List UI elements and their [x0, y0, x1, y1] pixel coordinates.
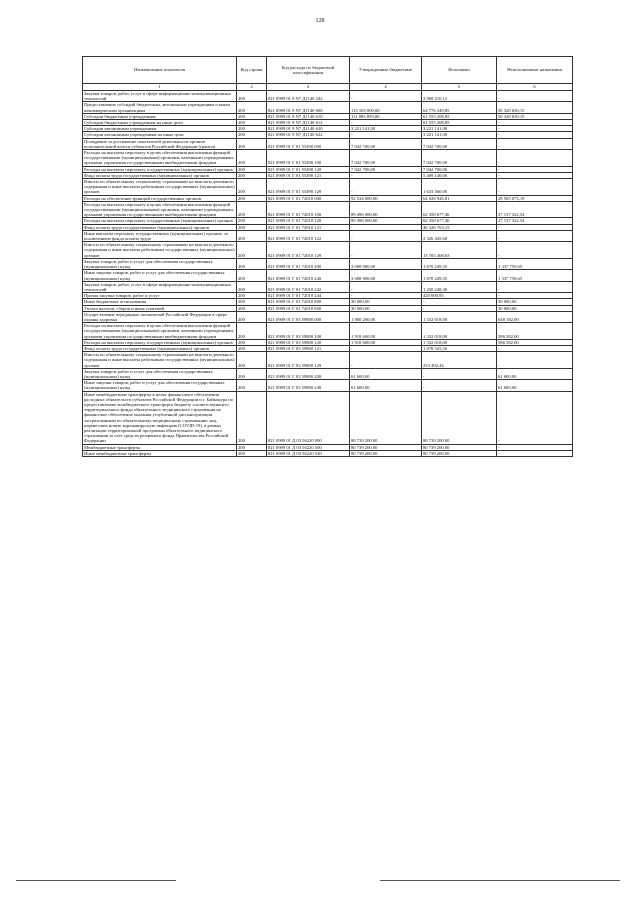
row-executed: 1 250 248,40 [422, 281, 497, 292]
row-unexecuted: 61 600,00 [497, 380, 573, 391]
row-code: 200 [237, 345, 267, 351]
row-unexecuted: - [497, 138, 573, 149]
row-code: 200 [237, 270, 267, 281]
row-approved: - [350, 281, 422, 292]
row-classification: 821 0909 01 Г 01 72010 121 [267, 224, 350, 230]
row-name: Иные межбюджетные трансферты в целях финансового обеспечения расходных обязательств субъектов Российской Федерации и г. Байконура по предоставлению межбюджетного трансферта бюджету соответствующего территориального фонда обязательного медицинского страхования на финансовое обеспечение оказания углубленной диспансеризации застрахованным по обязательному медицинскому страхованию лиц, перенесших новую коронавирусную инфекцию (COVID-19), в рамках реализации территориальной программы обязательного медицинского страхования за счет средств резервного фонда Правительства Российской Федерации [83, 391, 237, 444]
row-unexecuted: - [497, 91, 573, 102]
row-classification: 821 0909 01 Г 01 55490 000 [267, 138, 350, 149]
row-name: Расходы на обеспечение функций государственных органов [83, 195, 237, 201]
row-classification: 821 0909 01 Г 01 55490 129 [267, 179, 350, 196]
header-name: Наименование показателя [83, 57, 237, 84]
row-executed: 80 739 200,00 [422, 391, 497, 444]
row-unexecuted: - [497, 132, 573, 138]
row-name: Взносы по обязательному социальному страхованию на выплаты денежного содержания и иные выплаты работникам государственных (муниципальных) органов [84, 179, 235, 195]
col-number: 6 [497, 84, 573, 91]
row-approved: - [350, 345, 422, 351]
row-executed: 1 633 560,00 [422, 179, 497, 196]
table-row [83, 450, 573, 456]
row-unexecuted: 50 328 650,15 [497, 113, 573, 119]
col-number: 2 [237, 84, 267, 91]
row-unexecuted: 1 337 750,65 [497, 258, 573, 269]
budget-execution-table [82, 56, 573, 457]
row-classification: 821 0909 01 Г 03 59800 120 [267, 339, 350, 345]
row-executed: 7 042 700,00 [422, 166, 497, 172]
row-classification: 821 0909 01 Г 03 59800 129 [267, 352, 350, 369]
row-name: Иные выплаты персоналу государственных (муниципальных) органов, за исключением фонда оплаты труда [83, 230, 237, 241]
table-row [83, 91, 573, 102]
row-unexecuted: 648 182,00 [497, 311, 573, 322]
row-classification: 821 0909 01 Д 03 56220 540 [267, 450, 350, 456]
row-name: Расходы на выплаты персоналу государственных (муниципальных) органов [83, 339, 237, 345]
row-name: Закупка товаров, работ, услуг в сфере информационно-коммуникационных технологий [83, 91, 237, 102]
row-classification: 821 0909 01 9 N7 Д1140 622 [267, 132, 350, 138]
row-executed: 62 358 677,46 [422, 201, 497, 218]
row-name: Осуществление переданных полномочий Российской Федерации в сфере охраны здоровья [83, 311, 237, 322]
row-executed: 46 326 763,15 [422, 224, 497, 230]
row-classification: 821 0909 01 Г 01 72010 120 [267, 218, 350, 224]
row-code: 200 [237, 126, 267, 132]
row-code: 200 [237, 201, 267, 218]
table-row [83, 281, 573, 292]
table-row [83, 270, 573, 281]
row-unexecuted: - [497, 444, 573, 450]
row-code: 200 [237, 450, 267, 456]
row-unexecuted: 28 505 073,19 [497, 195, 573, 201]
row-code: 200 [237, 293, 267, 299]
row-executed: 64 776 349,85 [422, 102, 497, 113]
row-unexecuted: 27 137 322,54 [497, 201, 573, 218]
col-number: 5 [422, 84, 497, 91]
row-unexecuted: - [497, 179, 573, 196]
row-approved: - [350, 120, 422, 126]
header-code: Код строки [237, 57, 267, 84]
row-approved: - [350, 224, 422, 230]
row-unexecuted: - [497, 281, 573, 292]
row-name: Поощрение за достижение показателей деятельности органов исполнительной власти субъектов Российской Федерации (гранты) [83, 138, 237, 149]
row-classification: 821 0909 01 Г 03 59800 240 [267, 380, 350, 391]
row-executed: 80 739 200,00 [422, 444, 497, 450]
row-unexecuted: - [497, 230, 573, 241]
table-row [83, 323, 573, 340]
row-code: 200 [237, 218, 267, 224]
row-approved: 92 534 000,00 [350, 195, 422, 201]
header-row [83, 57, 573, 84]
row-code: 200 [237, 91, 267, 102]
table-row [83, 150, 573, 167]
row-executed: - [422, 380, 497, 391]
row-unexecuted: 30 000,00 [497, 299, 573, 305]
row-classification: 821 0909 01 Д 03 56220 000 [267, 391, 350, 444]
row-unexecuted: - [497, 352, 573, 369]
row-approved: 80 739 200,00 [350, 444, 422, 450]
table-row [83, 380, 573, 391]
row-unexecuted: - [497, 224, 573, 230]
row-executed: 3 221 141,00 [422, 132, 497, 138]
row-unexecuted: 27 137 322,54 [497, 218, 573, 224]
row-classification: 821 0909 01 Г 01 72010 242 [267, 281, 350, 292]
row-executed: 7 042 700,00 [422, 150, 497, 167]
row-executed: 7 042 700,00 [422, 138, 497, 149]
row-classification: 821 0909 01 9 N7 Д1140 620 [267, 126, 350, 132]
row-unexecuted: - [497, 242, 573, 259]
row-name: Закупка товаров, работ и услуг для обеспечения государственных (муниципальных) нужд [83, 258, 237, 269]
row-name: Субсидии бюджетным учреждениям [83, 113, 237, 119]
row-name: Предоставление субсидий бюджетным, автономным учреждениям и иным некоммерческим организациям [83, 102, 237, 113]
row-code: 200 [237, 179, 267, 196]
row-unexecuted: - [497, 150, 573, 167]
row-approved: 89 496 000,00 [350, 218, 422, 224]
header-executed: Исполнено [422, 57, 497, 84]
row-code: 200 [237, 166, 267, 172]
row-unexecuted: - [497, 120, 573, 126]
row-approved: 111 883 859,00 [350, 113, 422, 119]
row-classification: 821 0909 01 Г 01 72010 000 [267, 195, 350, 201]
row-approved: 80 739 200,00 [350, 450, 422, 456]
table-row [83, 311, 573, 322]
header-unexecuted: Неисполненные назначения [497, 57, 573, 84]
row-code: 200 [237, 150, 267, 167]
row-code: 200 [237, 391, 267, 444]
row-code: 200 [237, 242, 267, 259]
row-classification: 821 0909 01 9 N7 Д1140 600 [267, 102, 350, 113]
row-executed: 61 555 208,85 [422, 113, 497, 119]
row-executed: 62 358 677,46 [422, 218, 497, 224]
row-name: Уплата налогов, сборов и иных платежей [83, 305, 237, 311]
row-code: 200 [237, 305, 267, 311]
row-name: Субсидии бюджетным учреждениям на иные цели [83, 120, 237, 126]
row-code: 200 [237, 195, 267, 201]
row-executed: 1 078 525,56 [422, 345, 497, 351]
table-row [83, 179, 573, 196]
row-name: Иные закупки товаров, работ и услуг для обеспечения государственных (муниципальных) нужд [83, 380, 237, 391]
row-name: Расходы на выплаты персоналу в целях обеспечения выполнения функций государственными (муниципальными) органами, казенными учреждениями, органами управления государственными внебюджетными фондами [83, 201, 237, 218]
row-approved: 7 042 700,00 [350, 138, 422, 149]
col-number: 3 [267, 84, 350, 91]
row-code: 200 [237, 380, 267, 391]
row-executed: 80 739 200,00 [422, 450, 497, 456]
row-approved: 1 918 600,00 [350, 323, 422, 340]
row-executed: 13 705 468,63 [422, 242, 497, 259]
row-approved: - [350, 91, 422, 102]
row-unexecuted: 30 000,00 [497, 305, 573, 311]
row-executed: 420 000,95 [422, 293, 497, 299]
row-approved: 3 008 000,00 [350, 270, 422, 281]
row-classification: 821 0909 01 Г 01 72010 244 [267, 293, 350, 299]
row-code: 200 [237, 113, 267, 119]
row-approved: 61 600,00 [350, 368, 422, 379]
row-executed: 1 332 018,00 [422, 311, 497, 322]
row-approved: 30 000,00 [350, 305, 422, 311]
row-classification: 821 0909 01 9 N7 Д1140 242 [267, 91, 350, 102]
row-code: 200 [237, 311, 267, 322]
col-number: 1 [83, 84, 237, 91]
row-classification: 821 0909 01 Г 01 72010 100 [267, 201, 350, 218]
row-unexecuted: 1 337 750,65 [497, 270, 573, 281]
row-name: Иные бюджетные ассигнования [83, 299, 237, 305]
row-executed: 3 221 141,00 [422, 126, 497, 132]
row-code: 200 [237, 299, 267, 305]
row-name: Расходы на выплаты персоналу государственных (муниципальных) органов [83, 218, 237, 224]
row-approved: - [350, 172, 422, 178]
row-code: 200 [237, 444, 267, 450]
row-executed: - [422, 368, 497, 379]
row-code: 200 [237, 339, 267, 345]
row-unexecuted: - [497, 293, 573, 299]
table-row [83, 102, 573, 113]
row-code: 200 [237, 323, 267, 340]
row-executed: 1 332 018,00 [422, 323, 497, 340]
row-approved: 30 000,00 [350, 299, 422, 305]
row-name: Взносы по обязательному социальному страхованию на выплаты денежного содержания и иные выплаты работникам государственных (муниципальных) органов [84, 352, 235, 368]
row-executed: 5 409 140,00 [422, 172, 497, 178]
row-classification: 821 0909 01 Г 01 72010 200 [267, 258, 350, 269]
row-name: Расходы на выплаты персоналу в целях обеспечения выполнения функций государственными (муниципальными) органами, казенными учреждениями, органами управления государственными внебюджетными фондами [83, 323, 237, 340]
row-code: 200 [237, 172, 267, 178]
row-classification: 821 0909 01 Г 03 59800 000 [267, 311, 350, 322]
row-classification: 821 0909 01 Г 01 55490 121 [267, 172, 350, 178]
row-approved: 80 739 200,00 [350, 391, 422, 444]
row-approved: 115 105 000,00 [350, 102, 422, 113]
table-row [83, 138, 573, 149]
row-unexecuted: 586 582,00 [497, 339, 573, 345]
row-approved: - [350, 293, 422, 299]
footer-rule-left [16, 880, 176, 881]
row-classification: 821 0909 01 Г 01 55490 120 [267, 166, 350, 172]
row-unexecuted: - [497, 450, 573, 456]
row-executed: 64 028 926,81 [422, 195, 497, 201]
row-approved: 7 042 700,00 [350, 166, 422, 172]
column-number-row [83, 84, 573, 91]
row-name: Расходы на выплаты персоналу в целях обеспечения выполнения функций государственными (муниципальными) органами, казенными учреждениями, органами управления государственными внебюджетными фондами [83, 150, 237, 167]
row-classification: 821 0909 01 Г 03 59800 121 [267, 345, 350, 351]
row-classification: 821 0909 01 Г 03 59800 200 [267, 368, 350, 379]
row-approved: 89 496 000,00 [350, 201, 422, 218]
row-executed: 253 492,44 [422, 352, 497, 369]
col-number: 4 [350, 84, 422, 91]
row-classification: 821 0909 01 9 N7 Д1140 612 [267, 120, 350, 126]
row-unexecuted: 50 328 650,15 [497, 102, 573, 113]
row-name: Субсидии автономным учреждениям [83, 126, 237, 132]
row-approved: 3 221 141,00 [350, 126, 422, 132]
table-body [83, 91, 573, 457]
row-code: 200 [237, 368, 267, 379]
row-classification: 821 0909 01 9 N7 Д1140 610 [267, 113, 350, 119]
table-row [83, 352, 573, 369]
row-code: 200 [237, 102, 267, 113]
row-name: Закупка товаров, работ, услуг в сфере информационно-коммуникационных технологий [83, 281, 237, 292]
row-approved: - [350, 242, 422, 259]
row-approved: 1 980 200,00 [350, 311, 422, 322]
row-unexecuted: - [497, 391, 573, 444]
row-unexecuted: - [497, 166, 573, 172]
row-unexecuted: - [497, 172, 573, 178]
row-executed: 1 670 249,35 [422, 258, 497, 269]
row-name: Субсидии автономным учреждениям на иные цели [83, 132, 237, 138]
row-code: 200 [237, 352, 267, 369]
row-code: 200 [237, 120, 267, 126]
row-name: Расходы на выплаты персоналу государственных (муниципальных) органов [83, 166, 237, 172]
row-code: 200 [237, 230, 267, 241]
row-executed: 2 326 445,68 [422, 230, 497, 241]
row-approved: - [350, 230, 422, 241]
table-row [83, 391, 573, 444]
row-code: 200 [237, 138, 267, 149]
page-number: 128 [315, 18, 325, 24]
row-classification: 821 0909 01 Г 01 72010 850 [267, 305, 350, 311]
row-unexecuted: 61 600,00 [497, 368, 573, 379]
row-name: Закупка товаров, работ и услуг для обеспечения государственных (муниципальных) нужд [83, 368, 237, 379]
row-classification: 821 0909 01 Г 01 72010 122 [267, 230, 350, 241]
row-executed: 1 670 249,35 [422, 270, 497, 281]
row-code: 200 [237, 258, 267, 269]
row-approved: - [350, 352, 422, 369]
row-name: Иные межбюджетные трансферты [83, 450, 237, 456]
table-row [83, 368, 573, 379]
table-row [83, 230, 573, 241]
row-code: 200 [237, 224, 267, 230]
row-unexecuted: 586 582,00 [497, 323, 573, 340]
row-executed: - [422, 299, 497, 305]
row-approved: 3 008 000,00 [350, 258, 422, 269]
header-classification: Код расхода по бюджетной классификации [267, 57, 350, 84]
row-unexecuted: - [497, 345, 573, 351]
row-classification: 821 0909 01 Г 01 72010 129 [267, 242, 350, 259]
row-classification: 821 0909 01 Д 03 56220 500 [267, 444, 350, 450]
row-classification: 821 0909 01 Г 01 72010 240 [267, 270, 350, 281]
row-approved: - [350, 179, 422, 196]
row-classification: 821 0909 01 Г 03 59800 100 [267, 323, 350, 340]
table-row [83, 258, 573, 269]
row-code: 200 [237, 281, 267, 292]
row-approved: - [350, 132, 422, 138]
row-classification: 821 0909 01 Г 01 55490 100 [267, 150, 350, 167]
row-name: Фонд оплаты труда государственных (муниципальных) органов [83, 172, 237, 178]
row-approved: 1 918 600,00 [350, 339, 422, 345]
row-unexecuted: - [497, 126, 573, 132]
table-row [83, 201, 573, 218]
row-name: Фонд оплаты труда государственных (муниципальных) органов [83, 224, 237, 230]
table-row [83, 242, 573, 259]
row-name: Прочая закупка товаров, работ и услуг [83, 293, 237, 299]
row-name: Иные закупки товаров, работ и услуг для обеспечения государственных (муниципальных) нужд [83, 270, 237, 281]
row-name: Фонд оплаты труда государственных (муниципальных) органов [83, 345, 237, 351]
row-classification: 821 0909 01 Г 01 72010 800 [267, 299, 350, 305]
row-executed: 1 332 018,00 [422, 339, 497, 345]
row-name: Межбюджетные трансферты [83, 444, 237, 450]
row-code: 200 [237, 132, 267, 138]
row-executed: 3 968 210,12 [422, 91, 497, 102]
row-name: Взносы по обязательному социальному страхованию на выплаты денежного содержания и иные выплаты работникам государственных (муниципальных) органов [84, 242, 235, 258]
row-executed: - [422, 305, 497, 311]
row-approved: 61 600,00 [350, 380, 422, 391]
row-approved: 7 042 700,00 [350, 150, 422, 167]
header-approved: Утвержденные бюджетные [350, 57, 422, 84]
footer-rule-right [380, 880, 620, 881]
row-executed: 61 555 208,85 [422, 120, 497, 126]
